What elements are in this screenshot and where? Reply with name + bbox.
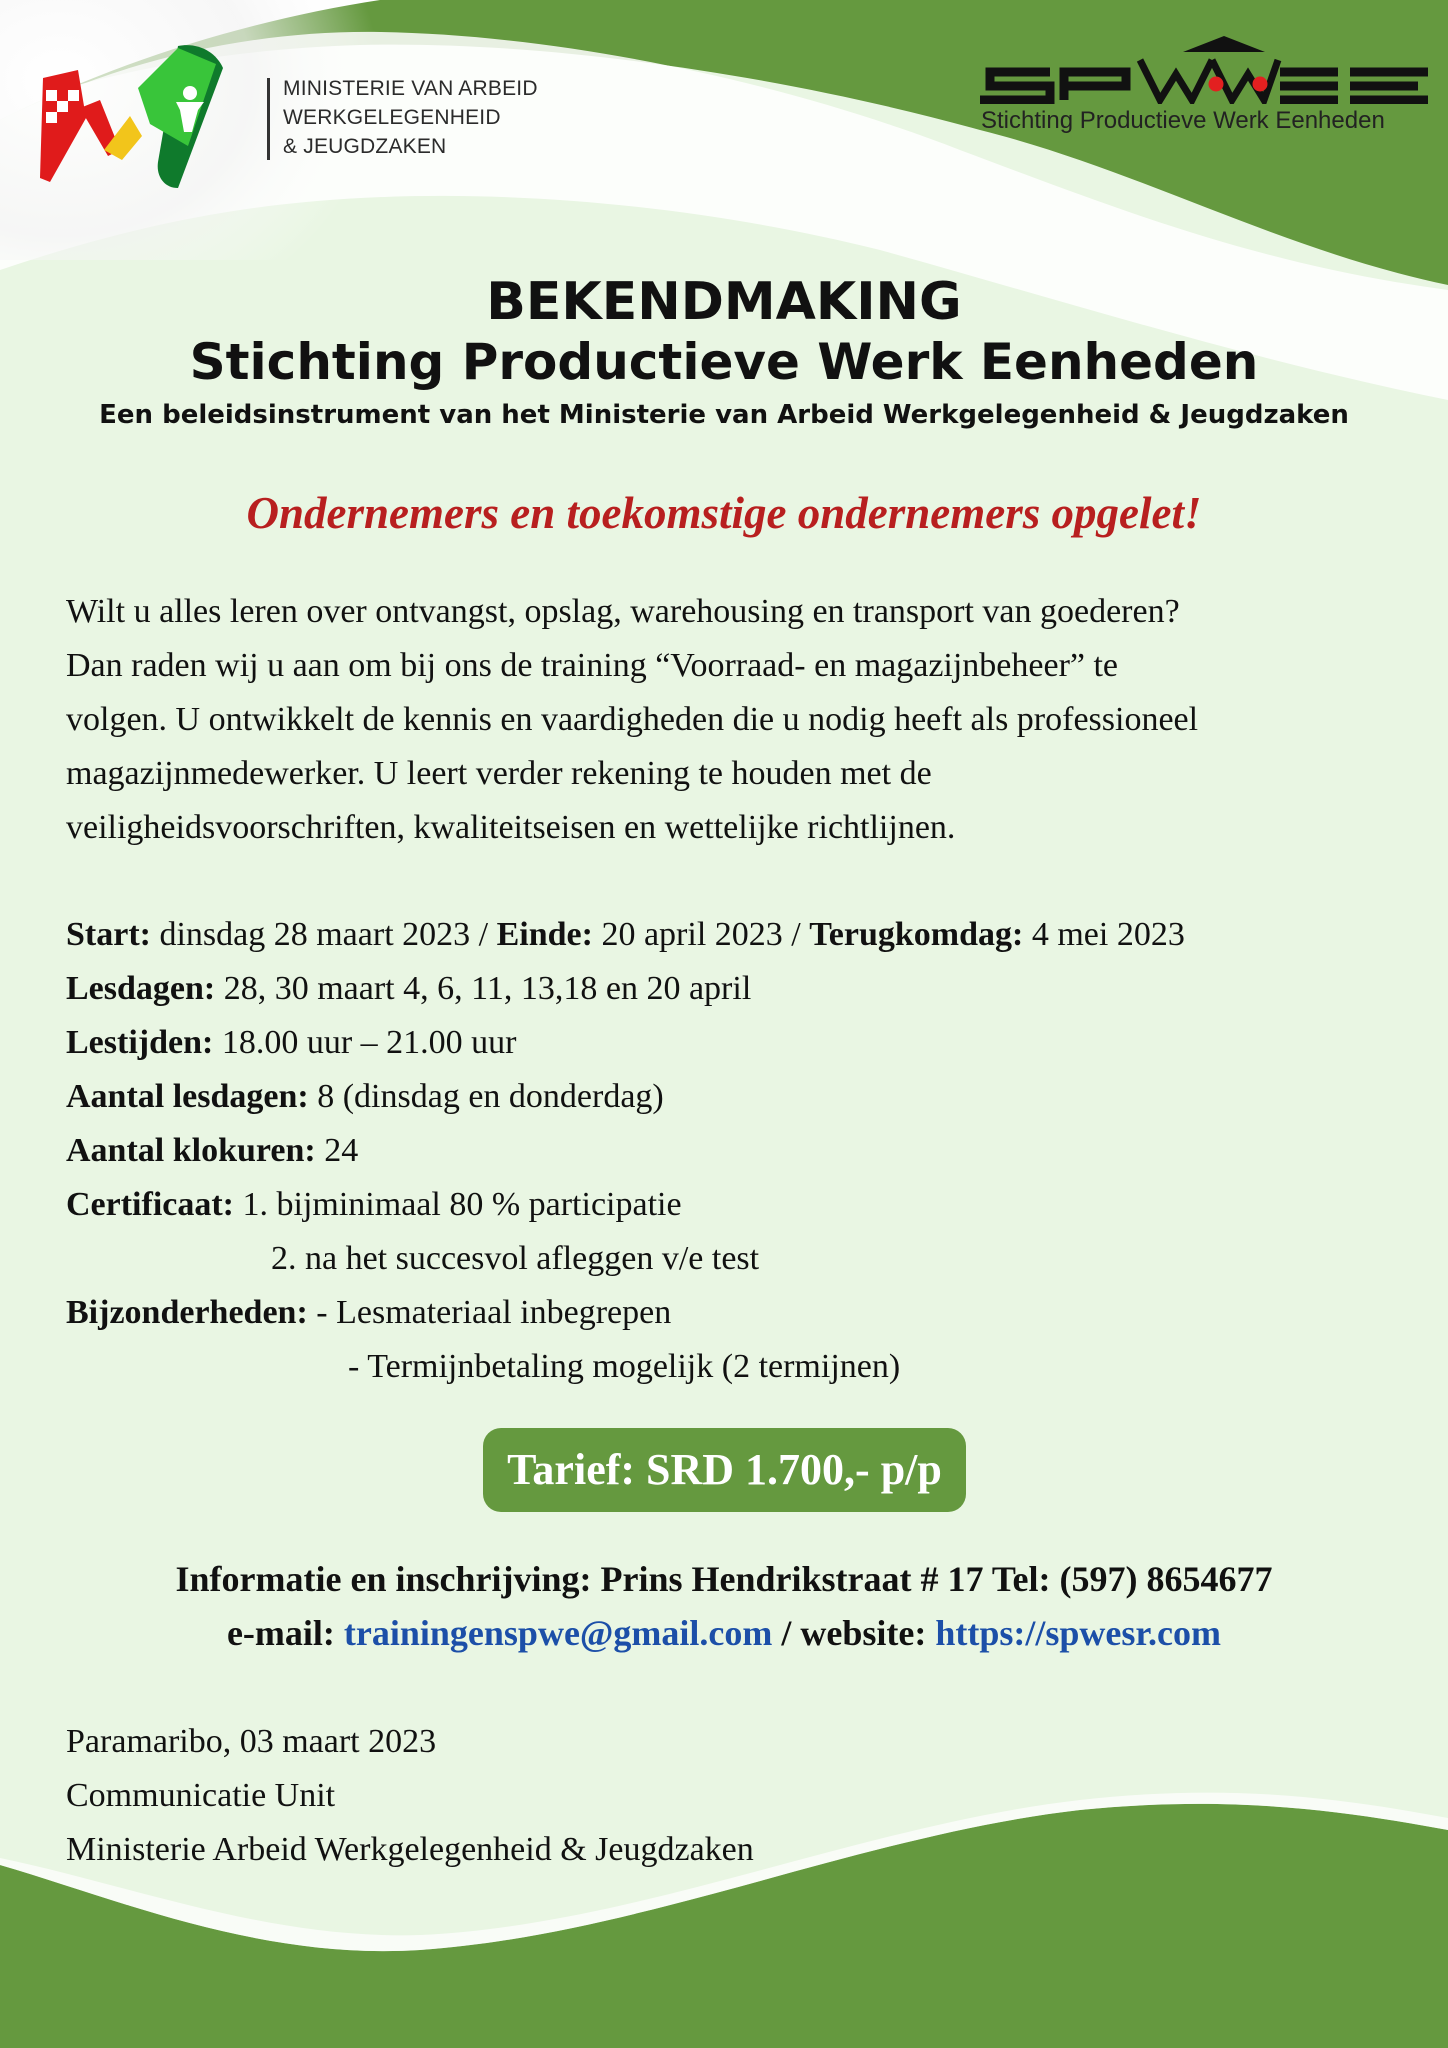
- website-label: / website:: [772, 1613, 936, 1653]
- klokuren-value: 24: [315, 1132, 359, 1169]
- footer-unit: Communicatie Unit: [66, 1777, 336, 1814]
- website-link[interactable]: https://spwesr.com: [935, 1613, 1222, 1653]
- return-day-label: Terugkomdag:: [809, 916, 1024, 953]
- bijzonderheden-item-2: - Termijnbetaling mogelijk (2 termijnen): [348, 1348, 901, 1385]
- email-label: e-mail:: [226, 1613, 344, 1653]
- ministry-line-1: MINISTERIE VAN ARBEID: [283, 77, 538, 100]
- lesdagen-label: Lesdagen:: [66, 970, 216, 1007]
- ministry-divider: [267, 78, 270, 160]
- aantal-lesdagen-label: Aantal lesdagen:: [66, 1078, 309, 1115]
- certificaat-item-2: 2. na het succesvol afleggen v/e test: [271, 1240, 760, 1277]
- start-label: Start:: [66, 916, 151, 953]
- certificaat-row: [66, 1178, 1185, 1232]
- contact-links: [0, 1606, 1448, 1660]
- contact-info: [0, 1552, 1448, 1660]
- lestijden-value: 18.00 uur – 21.00 uur: [213, 1024, 517, 1061]
- lestijden-label: Lestijden:: [66, 1024, 214, 1061]
- intro-paragraph: [66, 585, 1396, 855]
- end-label: Einde:: [496, 916, 593, 953]
- lesdagen-row: [66, 962, 1185, 1016]
- klokuren-label: Aantal klokuren:: [66, 1132, 316, 1169]
- bijzonderheden-label: Bijzonderheden:: [66, 1294, 308, 1331]
- aantal-lesdagen-value: 8 (dinsdag en donderdag): [308, 1078, 664, 1115]
- aantal-lesdagen-row: [66, 1070, 1185, 1124]
- footer-place-date: Paramaribo, 03 maart 2023: [66, 1723, 437, 1760]
- page-title: BEKENDMAKING: [486, 272, 962, 332]
- klokuren-row: [66, 1124, 1185, 1178]
- bijzonderheden-row: [66, 1286, 1185, 1340]
- footer-signature: [66, 1715, 754, 1877]
- lestijden-row: [66, 1016, 1185, 1070]
- intro-line: Wilt u alles leren over ontvangst, opslag, warehousing en transport van goederen?: [66, 593, 1180, 630]
- spwe-subtitle: Stichting Productieve Werk Eenheden: [981, 107, 1385, 134]
- intro-line: volgen. U ontwikkelt de kennis en vaardigheden die u nodig heeft als professioneel: [66, 701, 1199, 738]
- contact-line: Informatie en inschrijving: Prins Hendrikstraat # 17 Tel: (597) 8654677: [175, 1559, 1273, 1599]
- intro-line: Dan raden wij u aan om bij ons de training “Voorraad- en magazijnbeheer” te: [66, 647, 1119, 684]
- dates-row: [66, 908, 1185, 962]
- ministry-logo: [38, 38, 268, 198]
- certificaat-label: Certificaat:: [66, 1186, 235, 1223]
- ministry-line-2: WERKGELEGENHEID: [283, 106, 501, 129]
- course-details: [66, 908, 1185, 1394]
- slogan: Ondernemers en toekomstige ondernemers opgelet!: [246, 488, 1202, 538]
- tagline: Een beleidsinstrument van het Ministerie van Arbeid Werkgelegenheid & Jeugdzaken: [99, 400, 1349, 430]
- start-value: dinsdag 28 maart 2023 /: [150, 916, 497, 953]
- lesdagen-value: 28, 30 maart 4, 6, 11, 13,18 en 20 april: [215, 970, 752, 1007]
- organization-title: Stichting Productieve Werk Eenheden: [189, 333, 1259, 391]
- ministry-line-3: & JEUGDZAKEN: [283, 135, 447, 158]
- return-day-value: 4 mei 2023: [1023, 916, 1185, 953]
- ministry-name: [283, 74, 538, 161]
- intro-line: magazijnmedewerker. U leert verder rekening te houden met de: [66, 755, 932, 792]
- end-value: 20 april 2023 /: [592, 916, 810, 953]
- intro-line: veiligheidsvoorschriften, kwaliteitseisen en wettelijke richtlijnen.: [66, 809, 956, 846]
- bijzonderheden-item-1: - Lesmateriaal inbegrepen: [307, 1294, 672, 1331]
- email-link[interactable]: trainingenspwe@gmail.com: [343, 1613, 773, 1653]
- certificaat-item-1: 1. bijminimaal 80 % participatie: [234, 1186, 682, 1223]
- footer-ministry: Ministerie Arbeid Werkgelegenheid & Jeugdzaken: [66, 1831, 754, 1868]
- price-badge: Tarief: SRD 1.700,- p/p: [483, 1428, 966, 1512]
- spwe-logo: [978, 34, 1430, 104]
- title-block: [0, 272, 1448, 436]
